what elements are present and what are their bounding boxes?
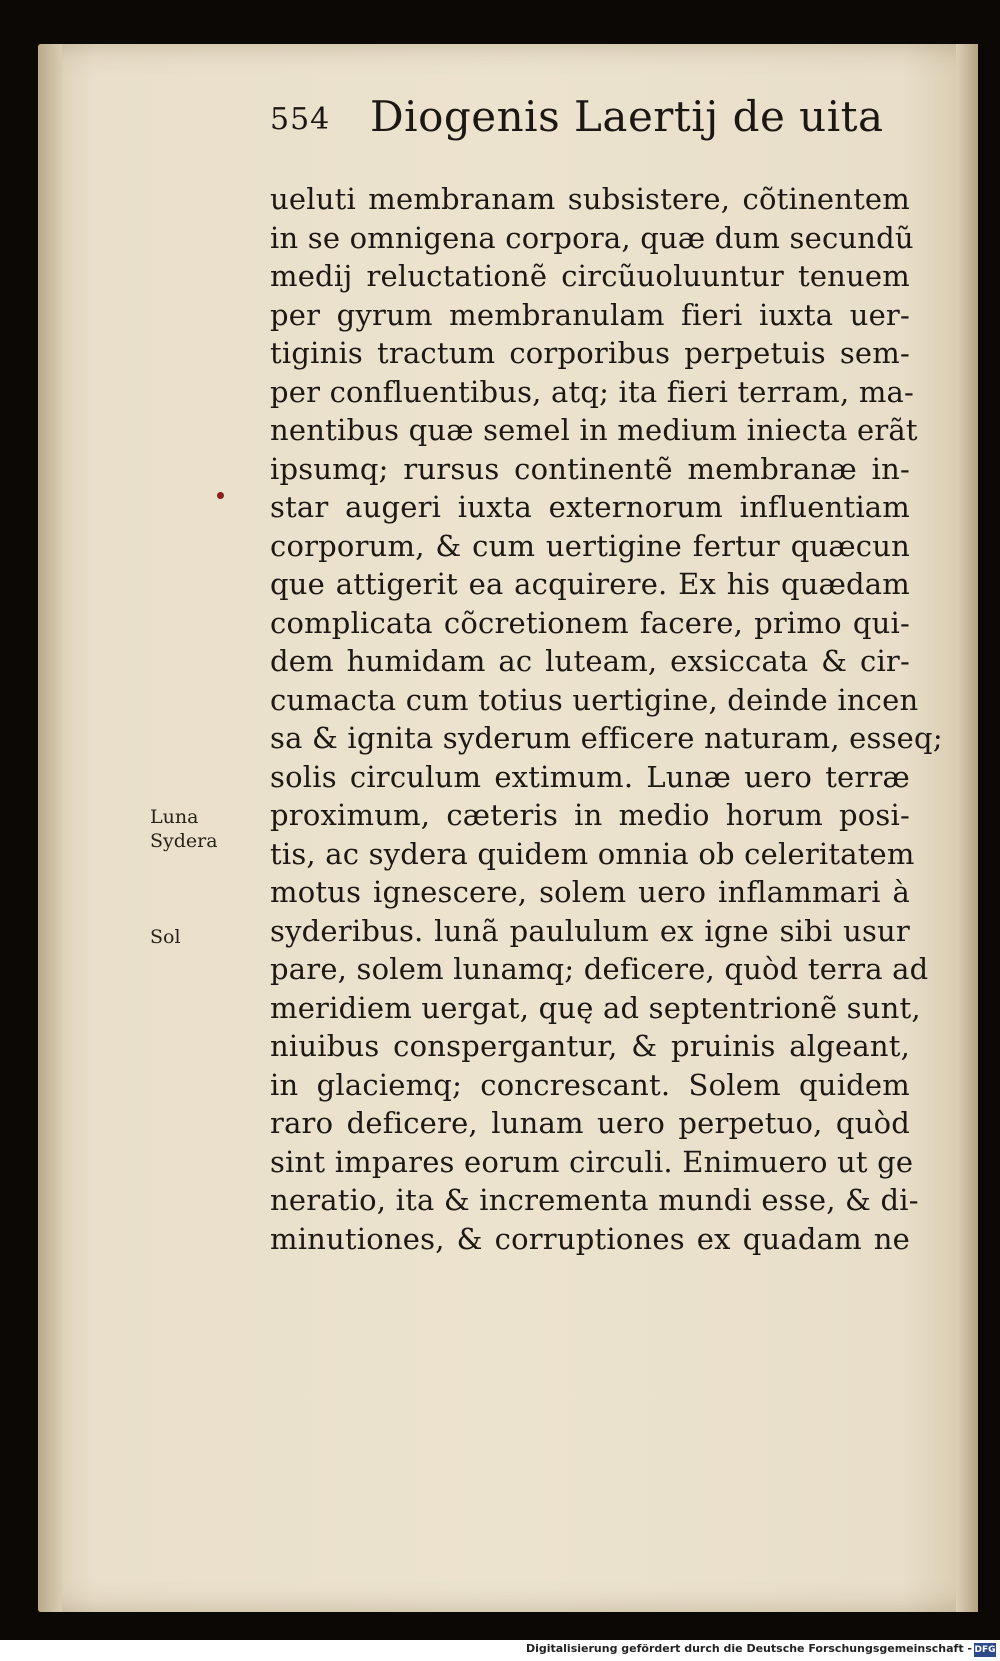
text-line: corporum, & cum uertigine fertur quæcun [270,528,910,563]
text-line: nentibus quæ semel in medium iniecta erãt [270,413,918,447]
text-line: per confluentibus, atq; ita fieri terram, ma- [270,374,915,409]
text-line: motus ignescere, solem uero inflammari à [270,875,910,909]
margin-note-luna: Luna [150,806,199,828]
text-line: complicata cõcretionem facere, primo qui- [270,605,910,640]
text-line: cumacta cum totius uertigine, deinde incen [270,682,919,717]
text-line: tiginis tractum corporibus perpetuis sem- [270,336,910,370]
text-line: proximum, cæteris in medio horum posi- [270,798,910,832]
funding-credit: Digitalisierung gefördert durch die Deutsche Forschungsgemeinschaft - [525,1642,972,1655]
dfg-logo: DFG [974,1645,996,1655]
text-line: niuibus conspergantur, & pruinis algeant, [270,1029,910,1063]
text-line: minutiones, & corruptiones ex quadam ne [270,1221,910,1256]
text-line: sa & ignita syderum efficere naturam, esseq; [270,721,943,755]
text-line: que attigerit ea acquirere. Ex his quædam [270,567,910,601]
margin-note-sydera: Sydera [150,830,218,852]
text-line: in se omnigena corpora, quæ dum secundũ [270,220,914,255]
text-line: raro deficere, lunam uero perpetuo, quòd [270,1106,910,1140]
text-line: pare, solem lunamq; deficere, quòd terra ad [270,952,929,986]
page-fore-edge [956,44,978,1612]
ink-mark [217,492,224,499]
text-line: syderibus. lunã paululum ex igne sibi usur [270,913,910,948]
text-line: ueluti membranam subsistere, cõtinentem [270,182,910,216]
text-line: star augeri iuxta externorum influentiam [270,490,910,524]
text-line: medij reluctationẽ circũuoluuntur tenuem [270,259,910,293]
text-line: per gyrum membranulam fieri iuxta uer- [270,297,910,332]
text-line: in glaciemq; concrescant. Solem quidem [270,1067,910,1102]
margin-note-sol: Sol [150,926,181,948]
text-line: ipsumq; rursus continentẽ membranæ in- [270,451,910,486]
text-line: neratio, ita & incrementa mundi esse, & di- [270,1183,919,1217]
page-number: 554 [270,102,331,137]
page-gutter-edge [38,44,62,1612]
text-line: dem humidam ac luteam, exsiccata & cir- [270,644,910,678]
digitization-footer [0,1640,1000,1661]
text-line: tis, ac sydera quidem omnia ob celeritatem [270,836,915,871]
text-line: sint impares eorum circuli. Enimuero ut ge [270,1144,914,1179]
body-text [270,180,943,1258]
running-head: Diogenis Laertij de uita [370,92,884,141]
text-line: solis circulum extimum. Lunæ uero terræ [270,759,910,794]
page-header [270,92,884,152]
text-line: meridiem uergat, quę ad septentrionẽ sunt, [270,990,921,1025]
